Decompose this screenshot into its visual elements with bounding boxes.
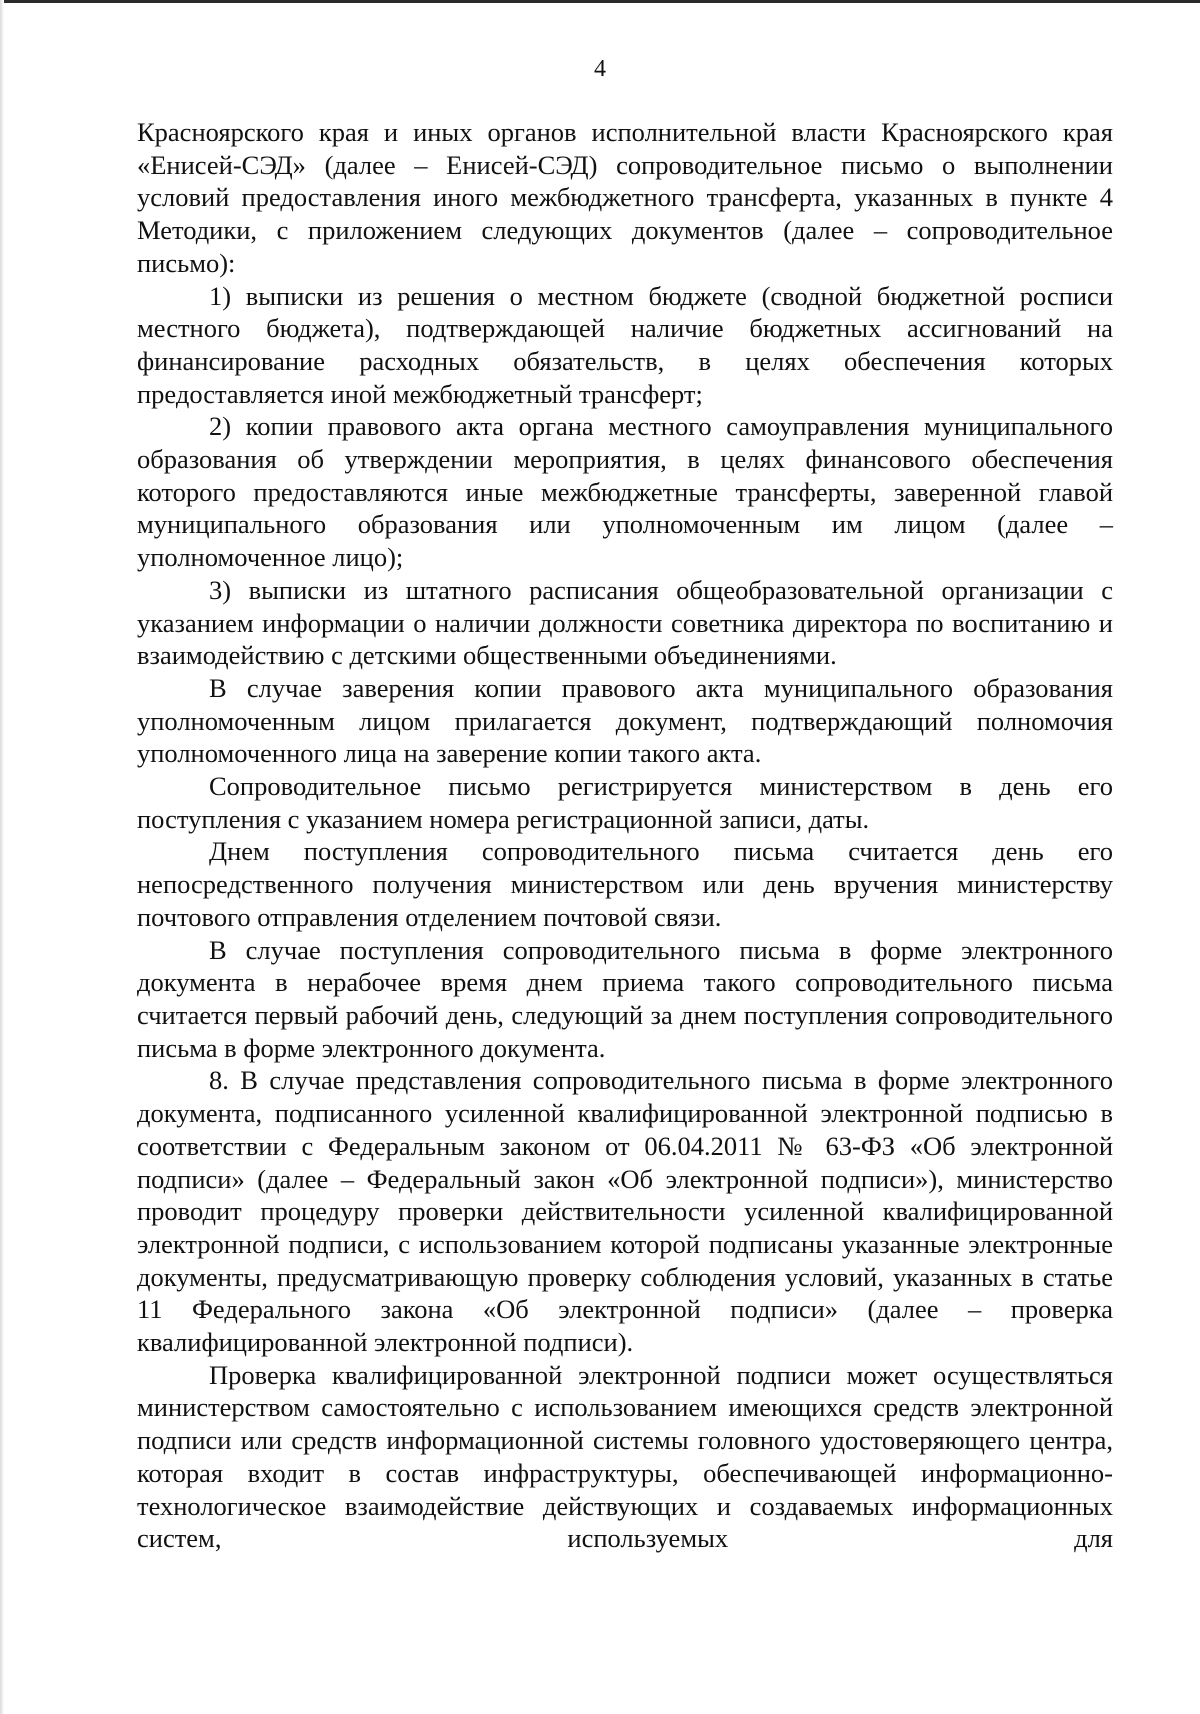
- paragraph-continuation: Красноярского края и иных органов исполнительной власти Красноярского края «Енисей-СЭД» (далее – Енисей-СЭД) сопроводительное письмо о выполнении условий предоставления иного межбюджетного трансферта, указанных в пункте 4 Методики, с приложением следующих документов (далее – сопроводительное письмо):: [137, 117, 1113, 278]
- document-body: [137, 116, 1113, 1555]
- paragraph-registration: Сопроводительное письмо регистрируется министерством в день его поступления с указанием номера регистрационной записи, даты.: [137, 771, 1113, 834]
- paragraph-certification: В случае заверения копии правового акта муниципального образования уполномоченным лицом прилагается документ, подтверждающий полномочия уполномоченного лица на заверение копии такого акта.: [137, 672, 1113, 769]
- paragraph-signature-check: Проверка квалифицированной электронной подписи может осуществляться министерством самостоятельно с использованием имеющихся средств электронной подписи или средств информационной системы головного удостоверяющего центра, которая входит в состав инфраструктуры, обеспечивающей информационно-технологическое взаимодействие действующих и создаваемых информационных систем, используемых для: [137, 1359, 1113, 1554]
- paragraph-receipt-day: Днем поступления сопроводительного письма считается день его непосредственного получения министерством или день вручения министерству почтового отправления отделением почтовой связи.: [137, 836, 1113, 932]
- paragraph-item-3: 3) выписки из штатного расписания общеобразовательной организации с указанием информации о наличии должности советника директора по воспитанию и взаимодействию с детскими общественными объединениями.: [137, 574, 1113, 671]
- paragraph-section-8: 8. В случае представления сопроводительного письма в форме электронного документа, подписанного усиленной квалифицированной электронной подписью в соответствии с Федеральным законом от 06.04.2011 № 63-ФЗ «Об электронной подписи» (далее – Федеральный закон «Об электронной подписи»), министерство проводит процедуру проверки действительности усиленной квалифицированной электронной подписи, с использованием которой подписаны указанные электронные документы, предусматривающую проверку соблюдения условий, указанных в статье 11 Федерального закона «Об электронной подписи» (далее – проверка квалифицированной электронной подписи).: [137, 1065, 1113, 1358]
- paragraph-item-1: 1) выписки из решения о местном бюджете (сводной бюджетной росписи местного бюджета), подтверждающей наличие бюджетных ассигнований на финансирование расходных обязательств, в целях обеспечения которых предоставляется иной межбюджетный трансферт;: [137, 280, 1113, 409]
- scan-top-edge: [0, 0, 1200, 3]
- paragraph-item-2: 2) копии правового акта органа местного самоуправления муниципального образования об утверждении мероприятия, в целях финансового обеспечения которого предоставляются иные межбюджетные трансферты, заверенной главой муниципального образования или уполномоченным им лицом (далее – уполномоченное лицо);: [137, 411, 1113, 573]
- page-number: 4: [594, 56, 606, 82]
- paragraph-non-working-time: В случае поступления сопроводительного письма в форме электронного документа в нерабочее время днем приема такого сопроводительного письма считается первый рабочий день, следующий за днем поступления сопроводительного письма в форме электронного документа.: [137, 934, 1113, 1063]
- scan-left-edge: [0, 0, 4, 1714]
